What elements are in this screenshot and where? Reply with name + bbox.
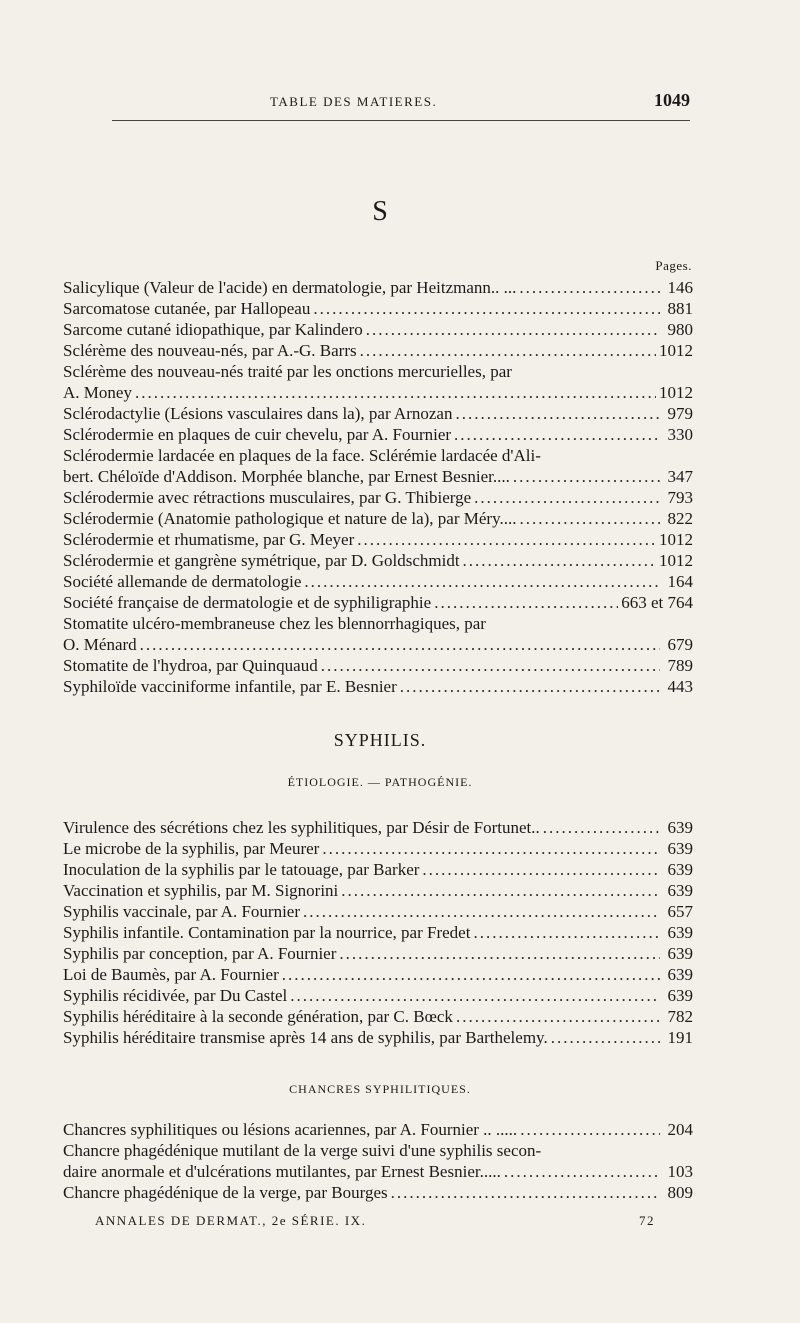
leader-dots <box>313 298 660 319</box>
index-entry <box>63 676 693 697</box>
entry-page-number: 1012 <box>659 383 693 402</box>
entry-text: Société française de dermatologie et de syphiligraphie <box>63 593 432 612</box>
leader-dots <box>551 1027 660 1048</box>
entry-page-number: 1012 <box>659 530 693 549</box>
leader-dots <box>513 466 660 487</box>
entry-text: Syphilis vaccinale, par A. Fournier <box>63 902 301 921</box>
leader-dots <box>422 859 660 880</box>
leader-dots <box>357 529 656 550</box>
index-entry <box>63 592 693 613</box>
entry-text: Sclérodactylie (Lésions vasculaires dans la), par Arnozan <box>63 404 453 423</box>
entry-text: Stomatite ulcéro-membraneuse chez les blennorrhagiques, par <box>63 614 486 633</box>
entry-page-number: 657 <box>667 902 693 921</box>
index-entry <box>63 1140 693 1182</box>
index-entry <box>63 1182 693 1203</box>
leader-dots <box>473 922 660 943</box>
entry-text: Chancre phagédénique de la verge, par Bourges <box>63 1183 388 1202</box>
leader-dots <box>474 487 660 508</box>
entries-s <box>63 277 693 697</box>
leader-dots <box>140 634 660 655</box>
footer-journal: ANNALES DE DERMAT., 2e SÉRIE. IX. <box>95 1213 367 1228</box>
entry-page-number: 639 <box>667 860 693 879</box>
leader-dots <box>321 655 660 676</box>
entry-text: Syphilis héréditaire transmise après 14 ans de syphilis, par Barthelemy. <box>63 1028 548 1047</box>
index-entry <box>63 880 693 901</box>
index-entry <box>63 361 693 403</box>
index-entry <box>63 964 693 985</box>
index-entry <box>63 901 693 922</box>
entry-page-number: 782 <box>667 1007 693 1026</box>
leader-dots <box>290 985 660 1006</box>
entry-page-number: 822 <box>667 509 693 528</box>
entry-page-number: 639 <box>667 986 693 1005</box>
leader-dots <box>400 676 660 697</box>
leader-dots <box>434 592 618 613</box>
entry-page-number: 809 <box>667 1183 693 1202</box>
entry-text: Salicylique (Valeur de l'acide) en dermatologie, par Heitzmann.. ... <box>63 278 517 297</box>
entry-page-number: 639 <box>667 881 693 900</box>
entry-text: Syphiloïde vacciniforme infantile, par E. Besnier <box>63 677 397 696</box>
entry-page-number: 639 <box>667 965 693 984</box>
entry-text: daire anormale et d'ulcérations mutilantes, par Ernest Besnier..... <box>63 1162 501 1181</box>
entry-page-number: 1012 <box>659 551 693 570</box>
header-rule <box>112 120 690 121</box>
page-number: 1049 <box>654 90 690 110</box>
entry-text: Syphilis récidivée, par Du Castel <box>63 986 288 1005</box>
entry-text: Chancre phagédénique mutilant de la verge suivi d'une syphilis secon- <box>63 1141 542 1160</box>
leader-dots <box>504 1161 660 1182</box>
index-entry <box>63 943 693 964</box>
entry-page-number: 1012 <box>659 341 693 360</box>
entry-text: Sclérodermie (Anatomie pathologique et nature de la), par Méry.... <box>63 509 517 528</box>
section-letter: S <box>372 196 388 227</box>
index-entry <box>63 319 693 340</box>
leader-dots <box>543 817 660 838</box>
entry-text: Stomatite de l'hydroa, par Quinquaud <box>63 656 318 675</box>
entry-text: Sclérodermie en plaques de cuir chevelu, par A. Fournier <box>63 425 452 444</box>
index-entry <box>63 340 693 361</box>
index-entry <box>63 424 693 445</box>
entry-text: Vaccination et syphilis, par M. Signorini <box>63 881 339 900</box>
index-entry <box>63 298 693 319</box>
entry-page-number: 146 <box>667 278 693 297</box>
leader-dots <box>341 880 660 901</box>
entry-page-number: 663 et 764 <box>621 593 693 612</box>
index-entry <box>63 1027 693 1048</box>
entry-text: Syphilis par conception, par A. Fournier <box>63 944 337 963</box>
running-header <box>0 90 800 112</box>
index-entry <box>63 508 693 529</box>
entry-page-number: 793 <box>667 488 693 507</box>
entry-page-number: 639 <box>667 923 693 942</box>
index-entry <box>63 922 693 943</box>
entry-text: Sarcomatose cutanée, par Hallopeau <box>63 299 311 318</box>
entry-text: Sclérodermie lardacée en plaques de la face. Sclérémie lardacée d'Ali- <box>63 446 541 465</box>
footer-sheet-number: 72 <box>639 1213 655 1228</box>
entries-syphilis <box>63 817 693 1048</box>
leader-dots <box>303 901 660 922</box>
index-entry <box>63 529 693 550</box>
entry-page-number: 679 <box>667 635 693 654</box>
entry-text: Sclérodermie et rhumatisme, par G. Meyer <box>63 530 355 549</box>
entry-text: Virulence des sécrétions chez les syphilitiques, par Désir de Fortunet.. <box>63 818 540 837</box>
leader-dots <box>304 571 660 592</box>
entry-text: bert. Chéloïde d'Addison. Morphée blanche, par Ernest Besnier.... <box>63 467 510 486</box>
entry-text: Sclérème des nouveau-nés traité par les onctions mercurielles, par <box>63 362 512 381</box>
index-entry <box>63 550 693 571</box>
running-title: TABLE DES MATIERES. <box>270 94 438 109</box>
index-entry <box>63 403 693 424</box>
leader-dots <box>360 340 656 361</box>
entry-page-number: 639 <box>667 818 693 837</box>
entry-page-number: 979 <box>667 404 693 423</box>
entry-page-number: 980 <box>667 320 693 339</box>
entry-page-number: 639 <box>667 944 693 963</box>
section-title-syphilis: SYPHILIS. <box>333 730 427 750</box>
leader-dots <box>391 1182 660 1203</box>
entry-text: O. Ménard <box>63 635 137 654</box>
entry-text: A. Money <box>63 383 132 402</box>
entry-page-number: 881 <box>667 299 693 318</box>
entry-page-number: 103 <box>667 1162 693 1181</box>
page-footer <box>95 1213 655 1229</box>
index-entry <box>63 277 693 298</box>
entry-page-number: 347 <box>667 467 693 486</box>
entry-text: Société allemande de dermatologie <box>63 572 302 591</box>
index-entry <box>63 1006 693 1027</box>
index-entry <box>63 445 693 487</box>
entry-page-number: 443 <box>667 677 693 696</box>
entry-text: Loi de Baumès, par A. Fournier <box>63 965 279 984</box>
entry-page-number: 639 <box>667 839 693 858</box>
leader-dots <box>519 508 660 529</box>
index-entry <box>63 655 693 676</box>
index-entry <box>63 859 693 880</box>
entry-text: Chancres syphilitiques ou lésions acariennes, par A. Fournier .. ..... <box>63 1120 518 1139</box>
leader-dots <box>322 838 660 859</box>
index-entry <box>63 487 693 508</box>
entry-text: Sclérème des nouveau-nés, par A.-G. Barrs <box>63 341 357 360</box>
entry-page-number: 330 <box>667 425 693 444</box>
leader-dots <box>463 550 656 571</box>
entry-page-number: 191 <box>667 1028 693 1047</box>
leader-dots <box>520 1119 660 1140</box>
index-entry <box>63 817 693 838</box>
subsection-etiologie: ÉTIOLOGIE. — PATHOGÉNIE. <box>287 775 473 789</box>
entry-text: Inoculation de la syphilis par le tatouage, par Barker <box>63 860 420 879</box>
leader-dots <box>519 277 660 298</box>
entry-text: Syphilis infantile. Contamination par la nourrice, par Fredet <box>63 923 471 942</box>
index-entry <box>63 613 693 655</box>
entry-page-number: 789 <box>667 656 693 675</box>
entry-text: Le microbe de la syphilis, par Meurer <box>63 839 320 858</box>
entry-text: Sclérodermie et gangrène symétrique, par D. Goldschmidt <box>63 551 460 570</box>
leader-dots <box>456 1006 660 1027</box>
subsection-chancres: CHANCRES SYPHILITIQUES. <box>289 1082 471 1096</box>
entry-text: Syphilis héréditaire à la seconde génération, par C. Bœck <box>63 1007 453 1026</box>
leader-dots <box>454 424 660 445</box>
index-entry <box>63 1119 693 1140</box>
index-entry <box>63 838 693 859</box>
entry-text: Sclérodermie avec rétractions musculaires, par G. Thibierge <box>63 488 472 507</box>
leader-dots <box>366 319 660 340</box>
leader-dots <box>339 943 660 964</box>
entry-page-number: 204 <box>667 1120 693 1139</box>
entries-chancres <box>63 1119 693 1203</box>
entry-text: Sarcome cutané idiopathique, par Kalindero <box>63 320 363 339</box>
leader-dots <box>455 403 660 424</box>
leader-dots <box>282 964 660 985</box>
leader-dots <box>135 382 656 403</box>
index-entry <box>63 571 693 592</box>
entry-page-number: 164 <box>667 572 693 591</box>
index-entry <box>63 985 693 1006</box>
pages-column-label: Pages. <box>655 258 692 273</box>
